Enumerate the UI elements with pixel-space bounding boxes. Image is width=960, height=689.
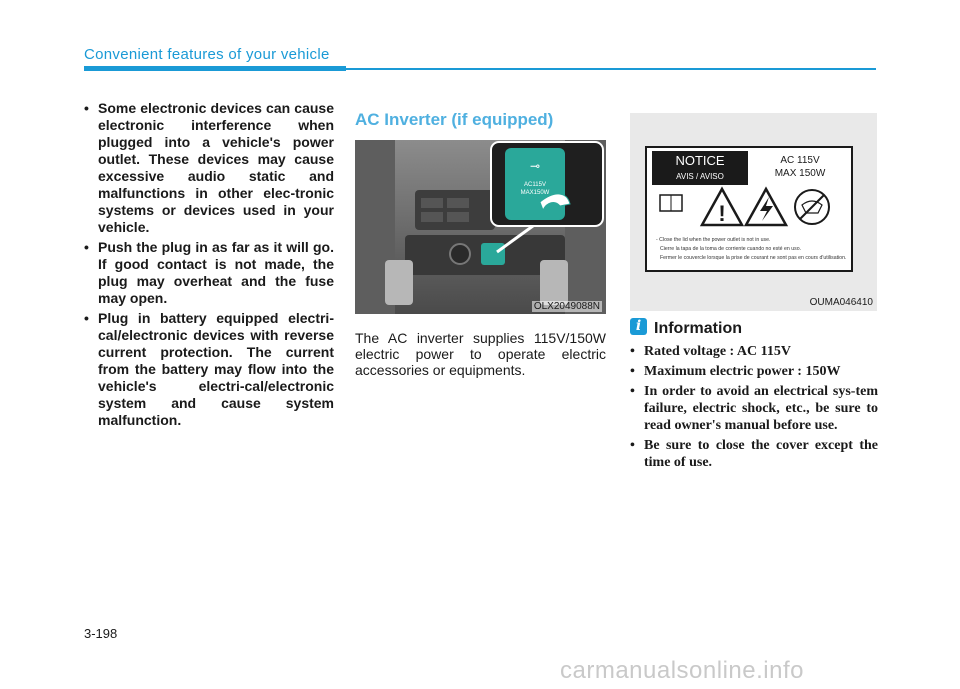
left-column bbox=[84, 100, 334, 432]
information-title: Information bbox=[654, 320, 742, 337]
information-list bbox=[630, 343, 878, 474]
notice-caption: OUMA046410 bbox=[809, 297, 873, 308]
ac-inverter-heading: AC Inverter (if equipped) bbox=[355, 110, 554, 129]
header-rule-thick bbox=[84, 66, 346, 71]
notice-voltage: AC 115V bbox=[780, 155, 820, 166]
header-rule-thin bbox=[346, 68, 876, 70]
list-item: • Some electronic devices can cause electronic interference when plugged into a vehicle's power outlet. These devices may cause excessive audio static and malfunctions in other elec-tronic systems or devices used in your vehicle. bbox=[84, 100, 334, 236]
fine-print-french: Fermer le couvercle lorsque la prise de courant ne sont pas en cours d'utilisation. bbox=[660, 255, 847, 261]
caution-list bbox=[84, 100, 334, 429]
page-number: 3-198 bbox=[84, 626, 118, 641]
notice-label-illustration bbox=[630, 113, 877, 293]
outlet-label-power: MAX150W bbox=[520, 190, 550, 196]
list-item: • Push the plug in as far as it will go. If good contact is not made, the plug may overheat and the fuse may open. bbox=[84, 239, 334, 307]
outlet-label-voltage: AC115V bbox=[524, 182, 546, 188]
notice-label-figure bbox=[630, 113, 877, 311]
watermark: carmanualsonline.info bbox=[560, 657, 804, 684]
console-illustration bbox=[355, 140, 606, 314]
list-item: • Be sure to close the cover except the time of use. bbox=[630, 437, 878, 471]
ac-inverter-description: The AC inverter supplies 115V/150W electric power to operate electric accessories or equipments. bbox=[355, 330, 606, 378]
ac-inverter-photo bbox=[355, 140, 606, 314]
list-item: • Plug in battery equipped electri-cal/electronic devices with reverse current protection. The current from the battery may flow into the vehicle's electri-cal/electronic system and cause system malfunction. bbox=[84, 310, 334, 429]
fine-print-spanish: Cierre la tapa de la toma de corriente cuando no esté en uso. bbox=[660, 246, 802, 252]
info-icon: i bbox=[630, 318, 647, 335]
list-item: • Maximum electric power : 150W bbox=[630, 363, 878, 380]
notice-power: MAX 150W bbox=[774, 168, 826, 179]
list-item: • In order to avoid an electrical sys-tem failure, electric shock, etc., be sure to read owner's manual before use. bbox=[630, 383, 878, 434]
photo-caption: OLX2049088N bbox=[533, 301, 600, 312]
avis-aviso-word: AVIS / AVISO bbox=[676, 172, 724, 181]
notice-word: NOTICE bbox=[675, 153, 725, 168]
list-item: • Rated voltage : AC 115V bbox=[630, 343, 878, 360]
fine-print-english: - Close the lid when the power outlet is not in use. bbox=[656, 237, 771, 243]
section-header-title: Convenient features of your vehicle bbox=[84, 46, 330, 63]
svg-text:⊸: ⊸ bbox=[529, 159, 541, 173]
svg-text:!: ! bbox=[718, 201, 726, 226]
